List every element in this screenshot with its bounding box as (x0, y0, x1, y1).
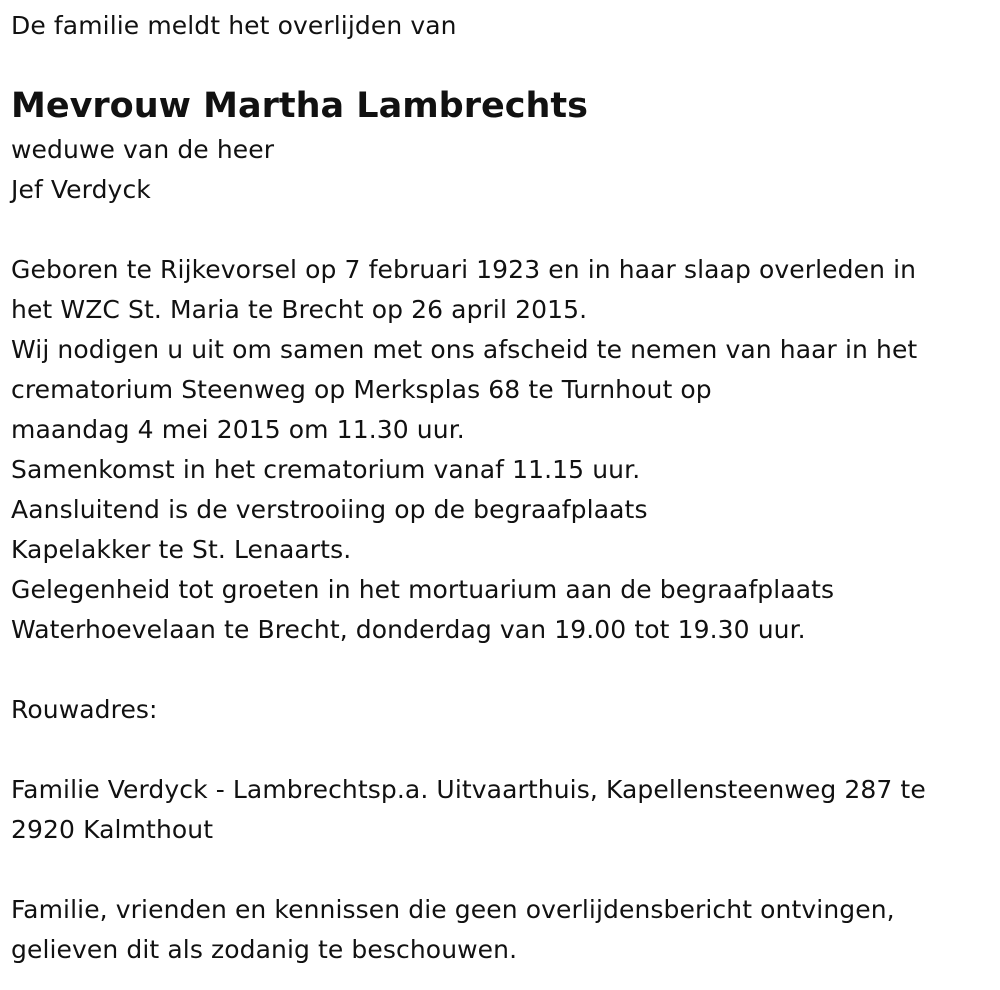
closing-line: gelieven dit als zodanig te beschouwen. (11, 935, 518, 964)
address-line: 2920 Kalmthout (11, 815, 214, 844)
body-line: het WZC St. Maria te Brecht op 26 april 2015. (11, 295, 588, 324)
spouse-line: Jef Verdyck (11, 175, 151, 204)
spacer (11, 210, 991, 250)
body-line: Aansluitend is de verstrooiing op de begraafplaats (11, 495, 648, 524)
body-line: maandag 4 mei 2015 om 11.30 uur. (11, 415, 465, 444)
body-line: Gelegenheid tot groeten in het mortuarium aan de begraafplaats (11, 575, 835, 604)
spacer (11, 730, 991, 770)
spacer (11, 650, 991, 690)
spacer (11, 850, 991, 890)
notice-body (11, 250, 991, 650)
body-line: Waterhoevelaan te Brecht, donderdag van 19.00 tot 19.30 uur. (11, 615, 806, 644)
intro-text: De familie meldt het overlijden van (11, 11, 457, 40)
deceased-name: Mevrouw Martha Lambrechts (11, 86, 588, 126)
body-line: crematorium Steenweg op Merksplas 68 te Turnhout op (11, 375, 712, 404)
body-line: Kapelakker te St. Lenaarts. (11, 535, 352, 564)
mourning-address (11, 770, 991, 850)
address-label: Rouwadres: (11, 695, 158, 724)
closing-line: Familie, vrienden en kennissen die geen overlijdensbericht ontvingen, (11, 895, 895, 924)
body-line: Samenkomst in het crematorium vanaf 11.15 uur. (11, 455, 641, 484)
death-notice (11, 6, 991, 970)
body-line: Wij nodigen u uit om samen met ons afscheid te nemen van haar in het (11, 335, 918, 364)
address-line: Familie Verdyck - Lambrechtsp.a. Uitvaarthuis, Kapellensteenweg 287 te (11, 775, 926, 804)
spouse-line: weduwe van de heer (11, 135, 275, 164)
body-line: Geboren te Rijkevorsel op 7 februari 1923 en in haar slaap overleden in (11, 255, 917, 284)
closing-note (11, 890, 991, 970)
